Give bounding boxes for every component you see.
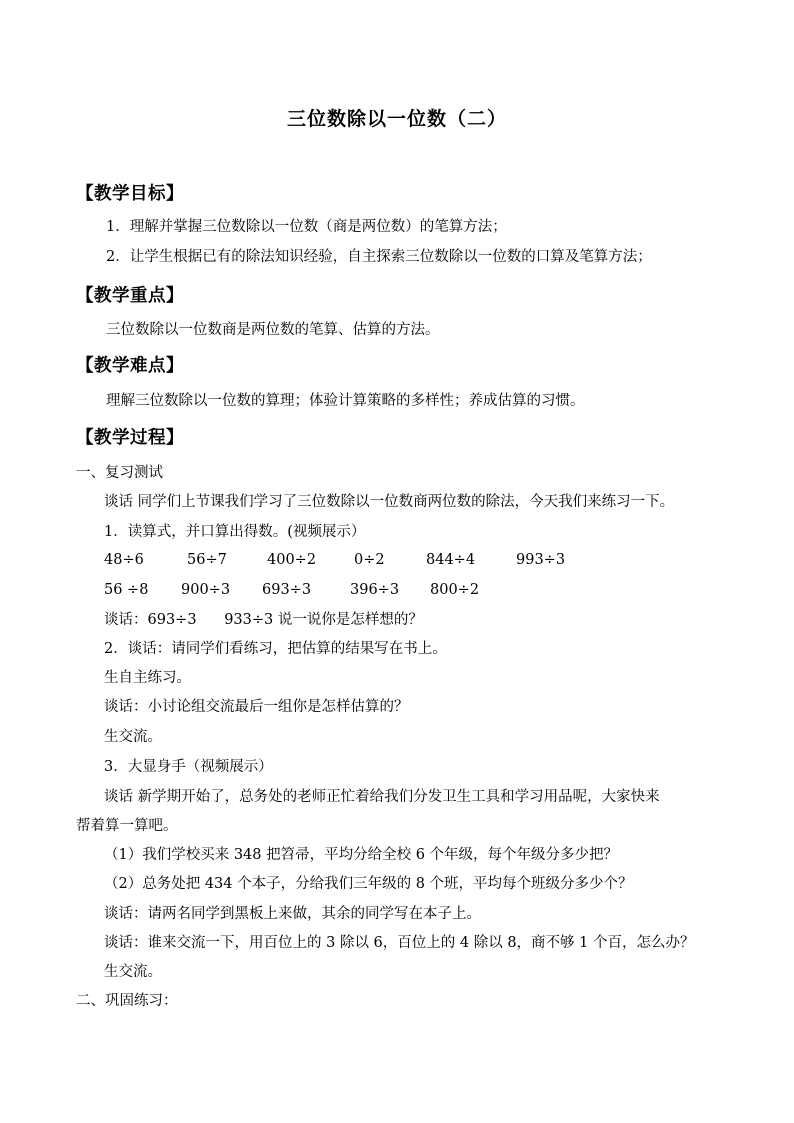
expression-item: 693÷3 xyxy=(262,582,312,598)
section-heading-key: 【教学重点】 xyxy=(76,286,184,306)
expression-item: 396÷3 xyxy=(350,582,400,598)
expression-item: 48÷6 xyxy=(104,552,144,568)
process-paragraph: 生交流。 xyxy=(104,964,162,980)
page-title: 三位数除以一位数（二） xyxy=(286,108,507,130)
process-paragraph: （2）总务处把 434 个本子，分给我们三年级的 8 个班，平均每个班级分多少个？ xyxy=(104,876,633,892)
process-paragraph: 谈话：谁来交流一下，用百位上的 3 除以 6，百位上的 4 除以 8，商不够 1 个百，怎么办？ xyxy=(104,935,695,951)
process-paragraph: 谈话 新学期开始了，总务处的老师正忙着给我们分发卫生工具和学习用品呢，大家快来 xyxy=(104,789,660,805)
process-paragraph: 1．读算式，并口算出得数。(视频展示） xyxy=(104,524,366,540)
expression-item: 993÷3 xyxy=(516,552,566,568)
goal-item-1: 1．理解并掌握三位数除以一位数（商是两位数）的笔算方法； xyxy=(106,219,507,235)
process-paragraph: （1）我们学校买来 348 把笤帚，平均分给全校 6 个年级，每个年级分多少把？ xyxy=(104,847,619,863)
expression-item: 844÷4 xyxy=(426,552,476,568)
process-paragraph: 生交流。 xyxy=(104,729,162,745)
expression-item: 0÷2 xyxy=(354,552,385,568)
section-heading-difficulty: 【教学难点】 xyxy=(76,356,184,376)
expression-item: 56÷7 xyxy=(187,552,227,568)
section-heading-goals: 【教学目标】 xyxy=(76,184,184,204)
expression-item: 800÷2 xyxy=(430,582,480,598)
process-paragraph: 谈话：小讨论组交流最后一组你是怎样估算的？ xyxy=(104,699,409,715)
process-paragraph: 2．谈话：请同学们看练习，把估算的结果写在书上。 xyxy=(104,641,447,657)
difficulty-text: 理解三位数除以一位数的算理；体验计算策略的多样性；养成估算的习惯。 xyxy=(106,393,585,409)
expression-item: 56 ÷8 xyxy=(104,582,149,598)
process-paragraph: 帮着算一算吧。 xyxy=(76,818,178,834)
process-paragraph: 生自主练习。 xyxy=(104,670,191,686)
expression-item: 900÷3 xyxy=(181,582,231,598)
part2-title: 二、巩固练习： xyxy=(76,993,178,1009)
goal-item-2: 2．让学生根据已有的除法知识经验，自主探索三位数除以一位数的口算及笔算方法； xyxy=(106,249,652,265)
process-paragraph: 谈话 同学们上节课我们学习了三位数除以一位数商两位数的除法，今天我们来练习一下。 xyxy=(104,494,675,510)
process-paragraph: 谈话：693÷3 933÷3 说一说你是怎样想的？ xyxy=(104,612,423,628)
process-paragraph: 谈话：请两名同学到黑板上来做，其余的同学写在本子上。 xyxy=(104,906,481,922)
part1-title: 一、复习测试 xyxy=(76,465,163,481)
expression-item: 400÷2 xyxy=(267,552,317,568)
section-heading-process: 【教学过程】 xyxy=(76,428,184,448)
key-text: 三位数除以一位数商是两位数的笔算、估算的方法。 xyxy=(106,322,440,338)
process-paragraph: 3．大显身手（视频展示） xyxy=(104,759,273,775)
